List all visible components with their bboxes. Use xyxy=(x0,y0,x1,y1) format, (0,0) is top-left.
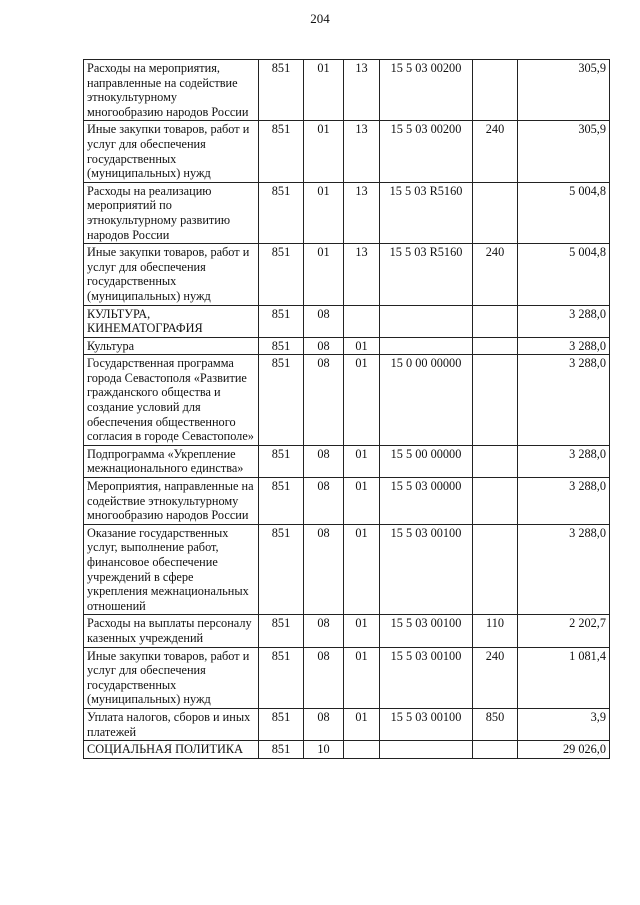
expense-name-cell: Расходы на реализацию мероприятий по этнокультурному развитию народов России xyxy=(84,182,259,243)
section-code-cell: 08 xyxy=(304,355,344,446)
department-code-cell: 851 xyxy=(259,615,304,647)
expense-name-cell: Расходы на мероприятия, направленные на содействие этнокультурному многообразию народов России xyxy=(84,60,259,121)
section-code-cell: 08 xyxy=(304,647,344,708)
table-row xyxy=(84,741,610,759)
table-row xyxy=(84,708,610,740)
department-code-cell: 851 xyxy=(259,305,304,337)
section-code-cell: 08 xyxy=(304,478,344,525)
target-item-code-cell: 15 5 03 R5160 xyxy=(380,182,473,243)
amount-cell: 3 288,0 xyxy=(518,337,610,355)
table-row xyxy=(84,121,610,182)
amount-cell: 3 288,0 xyxy=(518,524,610,615)
department-code-cell: 851 xyxy=(259,355,304,446)
section-code-cell: 01 xyxy=(304,60,344,121)
subsection-code-cell: 13 xyxy=(344,60,380,121)
amount-cell: 305,9 xyxy=(518,60,610,121)
subsection-code-cell: 13 xyxy=(344,121,380,182)
department-code-cell: 851 xyxy=(259,708,304,740)
section-code-cell: 08 xyxy=(304,524,344,615)
budget-table xyxy=(83,59,610,759)
expense-name-cell: СОЦИАЛЬНАЯ ПОЛИТИКА xyxy=(84,741,259,759)
target-item-code-cell: 15 5 00 00000 xyxy=(380,445,473,477)
expense-name-cell: Расходы на выплаты персоналу казенных учреждений xyxy=(84,615,259,647)
table-row xyxy=(84,524,610,615)
subsection-code-cell: 01 xyxy=(344,647,380,708)
table-row xyxy=(84,305,610,337)
subsection-code-cell: 01 xyxy=(344,337,380,355)
department-code-cell: 851 xyxy=(259,445,304,477)
amount-cell: 3 288,0 xyxy=(518,305,610,337)
table-row xyxy=(84,478,610,525)
expense-name-cell: КУЛЬТУРА, КИНЕМАТОГРАФИЯ xyxy=(84,305,259,337)
amount-cell: 3 288,0 xyxy=(518,478,610,525)
target-item-code-cell: 15 5 03 00100 xyxy=(380,647,473,708)
expense-name-cell: Иные закупки товаров, работ и услуг для обеспечения государственных (муниципальных) нужд xyxy=(84,121,259,182)
expense-type-code-cell xyxy=(473,355,518,446)
expense-name-cell: Иные закупки товаров, работ и услуг для обеспечения государственных (муниципальных) нужд xyxy=(84,647,259,708)
subsection-code-cell: 01 xyxy=(344,524,380,615)
target-item-code-cell: 15 5 03 00100 xyxy=(380,708,473,740)
table-row xyxy=(84,182,610,243)
budget-table-body xyxy=(84,60,610,759)
table-row xyxy=(84,244,610,305)
subsection-code-cell: 01 xyxy=(344,445,380,477)
target-item-code-cell: 15 5 03 R5160 xyxy=(380,244,473,305)
department-code-cell: 851 xyxy=(259,182,304,243)
target-item-code-cell: 15 5 03 00000 xyxy=(380,478,473,525)
section-code-cell: 08 xyxy=(304,615,344,647)
amount-cell: 305,9 xyxy=(518,121,610,182)
department-code-cell: 851 xyxy=(259,647,304,708)
target-item-code-cell xyxy=(380,337,473,355)
subsection-code-cell xyxy=(344,305,380,337)
section-code-cell: 08 xyxy=(304,337,344,355)
subsection-code-cell: 01 xyxy=(344,355,380,446)
target-item-code-cell: 15 5 03 00100 xyxy=(380,524,473,615)
section-code-cell: 01 xyxy=(304,182,344,243)
subsection-code-cell: 01 xyxy=(344,708,380,740)
department-code-cell: 851 xyxy=(259,337,304,355)
amount-cell: 5 004,8 xyxy=(518,244,610,305)
section-code-cell: 08 xyxy=(304,708,344,740)
department-code-cell: 851 xyxy=(259,121,304,182)
target-item-code-cell: 15 0 00 00000 xyxy=(380,355,473,446)
section-code-cell: 10 xyxy=(304,741,344,759)
expense-type-code-cell xyxy=(473,60,518,121)
amount-cell: 3 288,0 xyxy=(518,445,610,477)
department-code-cell: 851 xyxy=(259,478,304,525)
table-row xyxy=(84,445,610,477)
amount-cell: 2 202,7 xyxy=(518,615,610,647)
amount-cell: 1 081,4 xyxy=(518,647,610,708)
expense-name-cell: Государственная программа города Севастополя «Развитие гражданского общества и создание условий для обеспечения общественного согласия в городе Севастополе» xyxy=(84,355,259,446)
expense-type-code-cell xyxy=(473,182,518,243)
page-number: 204 xyxy=(310,11,330,26)
expense-type-code-cell: 850 xyxy=(473,708,518,740)
section-code-cell: 08 xyxy=(304,305,344,337)
expense-name-cell: Культура xyxy=(84,337,259,355)
department-code-cell: 851 xyxy=(259,60,304,121)
subsection-code-cell: 01 xyxy=(344,615,380,647)
expense-type-code-cell xyxy=(473,741,518,759)
expense-type-code-cell: 240 xyxy=(473,244,518,305)
section-code-cell: 01 xyxy=(304,244,344,305)
target-item-code-cell xyxy=(380,741,473,759)
expense-type-code-cell: 240 xyxy=(473,647,518,708)
expense-type-code-cell: 240 xyxy=(473,121,518,182)
section-code-cell: 01 xyxy=(304,121,344,182)
department-code-cell: 851 xyxy=(259,741,304,759)
subsection-code-cell: 13 xyxy=(344,182,380,243)
expense-type-code-cell xyxy=(473,305,518,337)
table-row xyxy=(84,647,610,708)
amount-cell: 3 288,0 xyxy=(518,355,610,446)
expense-name-cell: Подпрограмма «Укрепление межнационального единства» xyxy=(84,445,259,477)
table-row xyxy=(84,355,610,446)
target-item-code-cell: 15 5 03 00100 xyxy=(380,615,473,647)
department-code-cell: 851 xyxy=(259,244,304,305)
amount-cell: 3,9 xyxy=(518,708,610,740)
target-item-code-cell: 15 5 03 00200 xyxy=(380,60,473,121)
expense-name-cell: Иные закупки товаров, работ и услуг для обеспечения государственных (муниципальных) нужд xyxy=(84,244,259,305)
expense-type-code-cell xyxy=(473,478,518,525)
department-code-cell: 851 xyxy=(259,524,304,615)
expense-type-code-cell xyxy=(473,337,518,355)
subsection-code-cell xyxy=(344,741,380,759)
table-row xyxy=(84,337,610,355)
subsection-code-cell: 13 xyxy=(344,244,380,305)
expense-name-cell: Уплата налогов, сборов и иных платежей xyxy=(84,708,259,740)
subsection-code-cell: 01 xyxy=(344,478,380,525)
expense-name-cell: Оказание государственных услуг, выполнение работ, финансовое обеспечение учреждений в сфере укрепления межнациональных отношений xyxy=(84,524,259,615)
target-item-code-cell xyxy=(380,305,473,337)
section-code-cell: 08 xyxy=(304,445,344,477)
table-row xyxy=(84,60,610,121)
expense-type-code-cell: 110 xyxy=(473,615,518,647)
expense-name-cell: Мероприятия, направленные на содействие этнокультурному многообразию народов России xyxy=(84,478,259,525)
expense-type-code-cell xyxy=(473,524,518,615)
amount-cell: 5 004,8 xyxy=(518,182,610,243)
target-item-code-cell: 15 5 03 00200 xyxy=(380,121,473,182)
amount-cell: 29 026,0 xyxy=(518,741,610,759)
expense-type-code-cell xyxy=(473,445,518,477)
table-row xyxy=(84,615,610,647)
